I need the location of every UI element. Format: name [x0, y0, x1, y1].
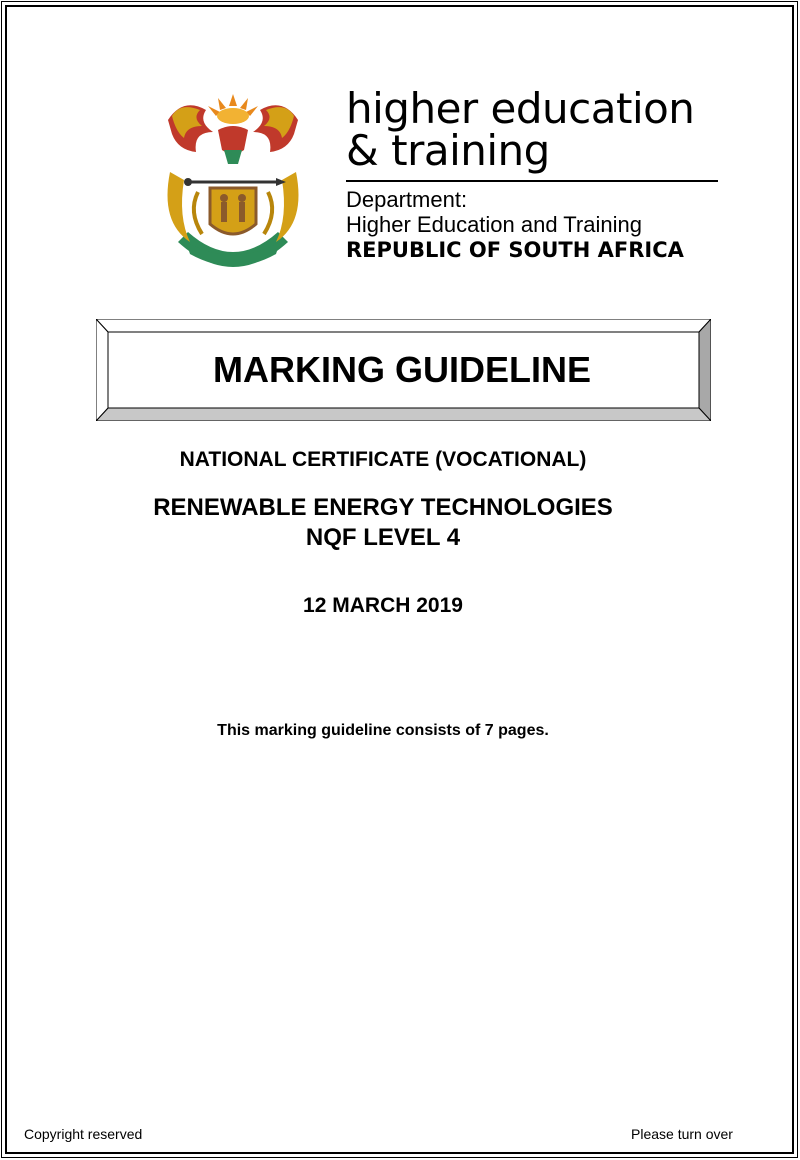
document-title: MARKING GUIDELINE	[213, 349, 591, 390]
brand-divider	[346, 180, 718, 182]
brand-line-2: & training	[346, 126, 550, 175]
page-count-note: This marking guideline consists of 7 pages.	[217, 722, 549, 739]
department-name: Higher Education and Training	[346, 212, 642, 237]
page-inner-border	[5, 5, 794, 1154]
certificate-name: NATIONAL CERTIFICATE (VOCATIONAL)	[179, 448, 587, 471]
nqf-level: NQF LEVEL 4	[305, 524, 461, 551]
department-block	[346, 84, 726, 262]
exam-date: 12 MARCH 2019	[303, 594, 463, 617]
coat-of-arms-icon	[158, 92, 308, 278]
department-label: Department:	[346, 187, 468, 212]
country-name: REPUBLIC OF SOUTH AFRICA	[346, 238, 684, 262]
subject-name: RENEWABLE ENERGY TECHNOLOGIES	[153, 494, 613, 521]
footer-turn-over: Please turn over	[631, 1126, 733, 1142]
footer-copyright: Copyright reserved	[24, 1126, 143, 1142]
brand-line-1: higher education	[346, 84, 695, 133]
